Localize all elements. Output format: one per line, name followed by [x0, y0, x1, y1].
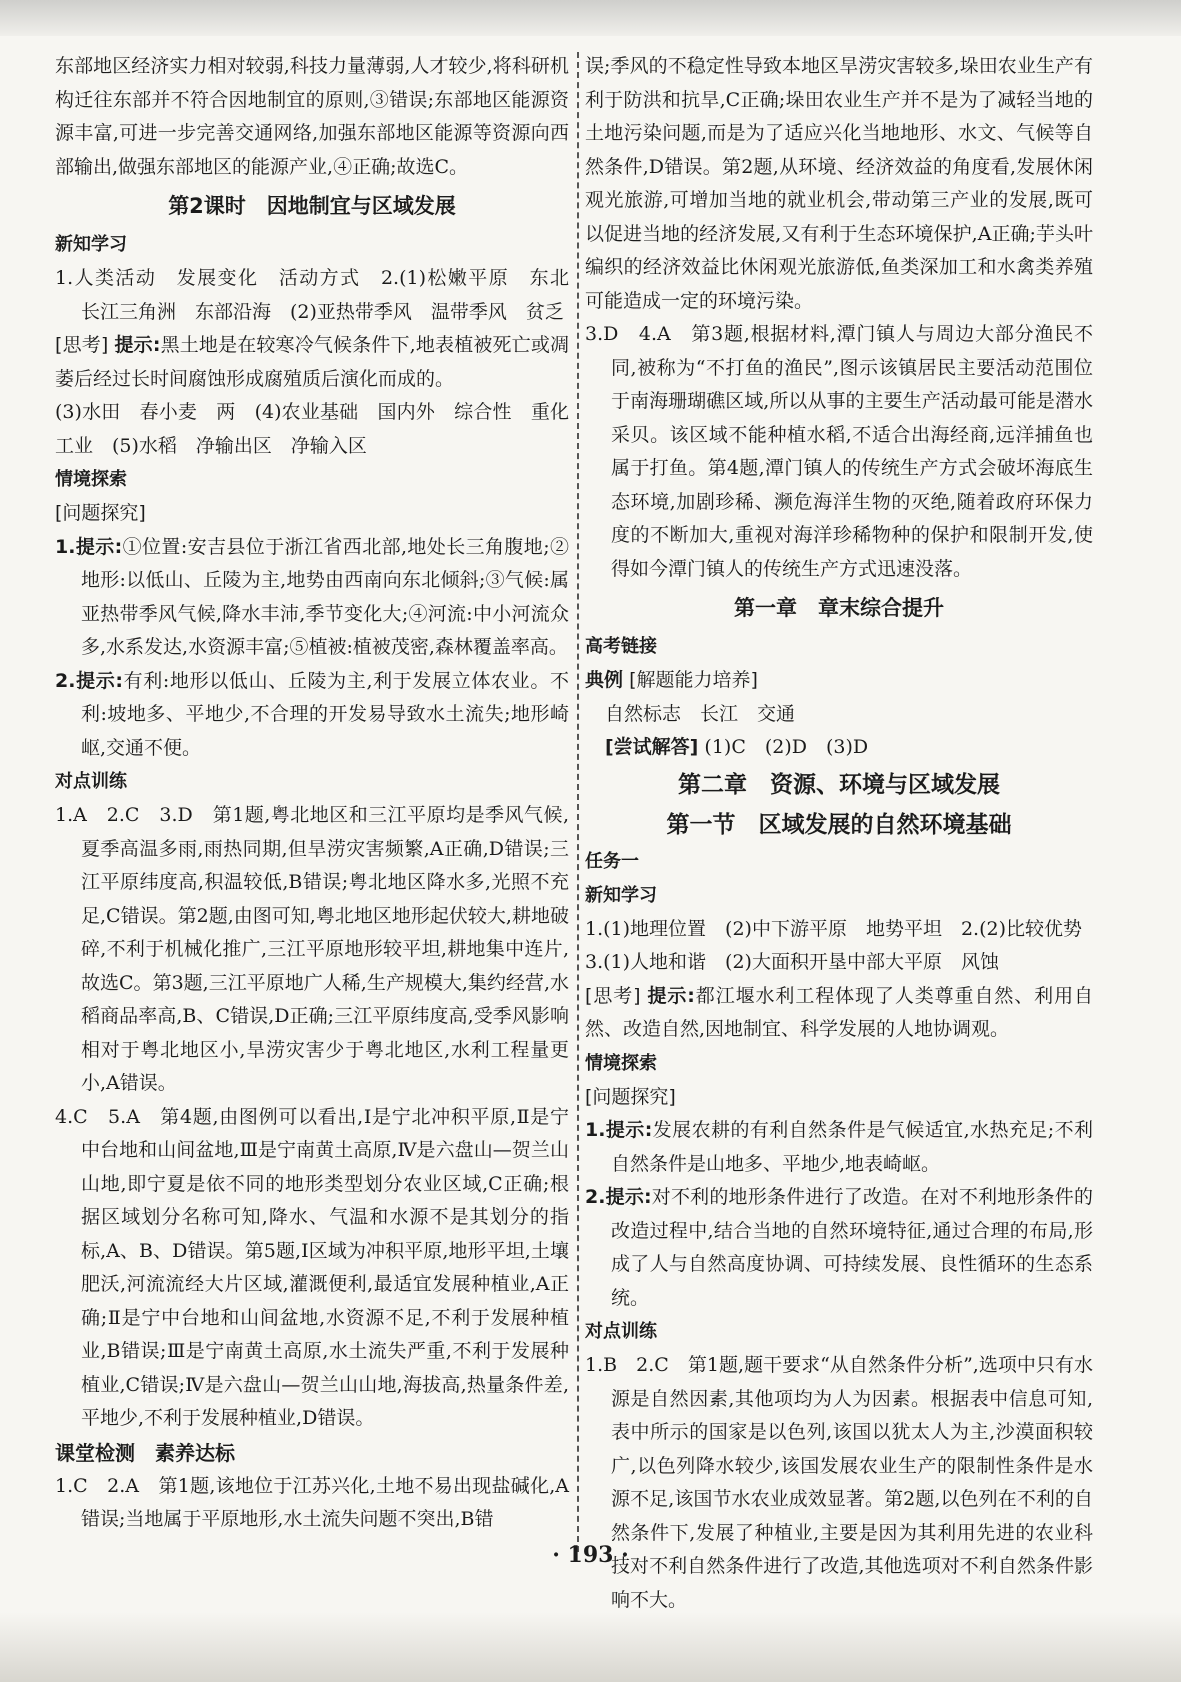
changshi-answers: (1)C (2)D (3)D	[704, 736, 869, 758]
question-2	[585, 1181, 1093, 1315]
question-1-text: 发展农耕的有利自然条件是气候适宜,水热充足;不利自然条件是山地多、平地少,地表崎岖。	[611, 1119, 1093, 1175]
hint-label: 1.提示:	[55, 535, 123, 558]
dianli-answers: 自然标志 长江 交通	[605, 702, 796, 725]
chapter-2-title: 第二章 资源、环境与区域发展	[678, 771, 1000, 798]
continued-paragraph: 误;季风的不稳定性导致本地区旱涝灾害较多,垛田农业生产有利于防洪和抗旱,C正确;垛田农业生产并不是为了减轻当地的土地污染问题,而是为了适应兴化当地地形、水文、气候等自然条件,D错误。第2题,从环境、经济效益的角度看,发展休闲观光旅游,可增加当地的就业机会,带动第三产业的发展,既可以促进当地的经济发展,又有利于生态环境保护,A正确;芋头叶编织的经济效益比休闲观光旅游低,鱼类深加工和水禽类养殖可能造成一定的环境污染。	[585, 55, 1093, 312]
question-1-text: ①位置:安吉县位于浙江省西北部,地处长三角腹地;②地形:以低山、丘陵为主,地势由西南向东北倾斜;③气候:属亚热带季风气候,降水丰沛,季节变化大;④河流:中小河流众多,水系发达,水资源丰富;⑤植被:植被茂密,森林覆盖率高。	[81, 535, 569, 658]
right-column	[585, 50, 1093, 1617]
intro-paragraph: 东部地区经济实力相对较弱,科技力量薄弱,人才较少,将科研机构迁往东部并不符合因地制宜的原则,③错误;东部地区能源资源丰富,可进一步完善交通网络,加强东部地区能源等资源向西部输出,做强东部地区的能源产业,④正确;故选C。	[55, 55, 569, 178]
duidian-answers-1: 1.B 2.C 第1题,题干要求“从自然条件分析”,选项中只有水源是自然因素,其他项均为人为因素。根据表中信息可知,表中所示的国家是以色列,该国以犹太人为主,沙漠面积较广,以色列降水较少,该国发展农业生产的限制性条件是水源不足,该国节水农业成效显著。第2题,以色列在不利的自然条件下,发展了种植业,主要是因为其利用先进的农业科技对不利自然条件进行了改造,其他选项对不利自然条件影响不大。	[585, 1354, 1093, 1611]
dianli-label: 典例	[585, 669, 624, 691]
question-2-text: 有利:地形以低山、丘陵为主,利于发展立体农业。不利:坡地多、平地少,不合理的开发易导致水土流失;地形崎岖,交通不便。	[81, 669, 569, 759]
column-divider	[577, 52, 579, 1552]
sikao-text: 黑土地是在较寒冷气候条件下,地表植被死亡或凋萎后经过长时间腐蚀形成腐殖质后演化而成的。	[55, 334, 569, 390]
section-heading-xinzhi: 新知学习	[55, 234, 127, 255]
section-heading-ketang: 课堂检测 素养达标	[55, 1440, 235, 1465]
xinzhi-answers-1: 1.人类活动 发展变化 活动方式 2.(1)松嫩平原 东北 长江三角洲 东部沿海 (2)亚热带季风 温带季风 贫乏	[55, 267, 589, 323]
section-heading-gaokao: 高考链接	[585, 636, 657, 657]
ketang-answers-2: 3.D 4.A 第3题,根据材料,潭门镇人与周边大部分渔民不同,被称为“不打鱼的渔民”,图示该镇居民主要活动范围位于南海珊瑚礁区域,所以从事的主要生产活动最可能是潜水采贝。该区域不能种植水稻,不适合出海经商,远洋捕鱼也属于打鱼。第4题,潭门镇人的传统生产方式会破坏海底生态环境,加剧珍稀、濒危海洋生物的灭绝,随着政府环保力度的不断加大,重视对海洋珍稀物种的保护和限制开发,使得如今潭门镇人的传统生产方式迅速没落。	[585, 323, 1093, 580]
wenti-tag: [问题探究]	[55, 502, 146, 524]
hint-label: 2.提示:	[55, 669, 123, 692]
section-heading-xinzhi: 新知学习	[585, 884, 657, 906]
sikao-tag: [思考]	[55, 334, 109, 356]
wenti-tag: [问题探究]	[585, 1085, 676, 1108]
dianli-line	[585, 664, 1093, 698]
xinzhi-answers-1: 1.(1)地理位置 (2)中下游平原 地势平坦 2.(2)比较优势	[585, 917, 1082, 940]
section-1-title: 第一节 区域发展的自然环境基础	[666, 811, 1012, 838]
section-heading-qingjing: 情境探索	[55, 469, 127, 490]
question-1	[585, 1114, 1093, 1181]
sikao-text: 都江堰水利工程体现了人类尊重自然、利用自然、改造自然,因地制宜、科学发展的人地协调观。	[585, 984, 1093, 1040]
scan-bottom-shade	[0, 1612, 1181, 1682]
duidian-answers-2: 4.C 5.A 第4题,由图例可以看出,Ⅰ是宁北冲积平原,Ⅱ是宁中台地和山间盆地,Ⅲ是宁南黄土高原,Ⅳ是六盘山—贺兰山山地,即宁夏是依不同的地形类型划分农业区域,C正确;根据区域划分名称可知,降水、气温和水源不是其划分的指标,A、B、D错误。第5题,Ⅰ区域为冲积平原,地形平坦,土壤肥沃,河流流经大片区域,灌溉便利,最适宜发展种植业,A正确;Ⅱ是宁中台地和山间盆地,水资源不足,不利于发展种植业,B错误;Ⅲ是宁南黄土高原,水土流失严重,不利于发展种植业,C错误;Ⅳ是六盘山—贺兰山山地,海拔高,热量条件差,平地少,不利于发展种植业,D错误。	[55, 1105, 569, 1429]
sikao-paragraph	[55, 329, 569, 396]
section-heading-qingjing: 情境探索	[585, 1052, 657, 1074]
left-column	[55, 50, 589, 1537]
xinzhi-answers-2: 3.(1)人地和谐 (2)大面积开垦中部大平原 风蚀	[585, 951, 999, 973]
changshi-line	[585, 731, 1093, 765]
duidian-answers-1: 1.A 2.C 3.D 第1题,粤北地区和三江平原均是季风气候,夏季高温多雨,雨热同期,但旱涝灾害频繁,A正确,D错误;三江平原纬度高,积温较低,B错误;粤北地区降水多,光照不充足,C错误。第2题,由图可知,粤北地区地形起伏较大,耕地破碎,不利于机械化推广,三江平原地形较平坦,耕地集中连片,故选C。第3题,三江平原地广人稀,生产规模大,集约经营,水稻商品率高,B、C错误,D正确;三江平原纬度高,受季风影响相对于粤北地区小,旱涝灾害少于粤北地区,水利工程量更小,A错误。	[55, 804, 569, 1094]
question-1	[55, 531, 569, 665]
section-heading-duidian: 对点训练	[55, 771, 127, 792]
sikao-tag: [思考]	[585, 984, 641, 1007]
lesson-title: 第2课时 因地制宜与区域发展	[168, 194, 456, 218]
changshi-tag: [尝试解答]	[605, 736, 699, 758]
xinzhi-answers-2: (3)水田 春小麦 两 (4)农业基础 国内外 综合性 重化工业 (5)水稻 净输出区 净输入区	[55, 401, 569, 457]
section-heading-duidian: 对点训练	[585, 1321, 657, 1342]
ketang-answers-1: 1.C 2.A 第1题,该地位于江苏兴化,土地不易出现盐碱化,A错误;当地属于平原地形,水土流失问题不突出,B错	[55, 1474, 569, 1530]
hint-label: 1.提示:	[585, 1119, 653, 1141]
chapter-summary-title: 第一章 章末综合提升	[734, 596, 944, 620]
sikao-paragraph	[585, 980, 1093, 1047]
task-heading: 任务一	[585, 850, 639, 872]
question-2	[55, 665, 569, 766]
jieti-tag: [解题能力培养]	[629, 669, 758, 691]
hint-label: 提示:	[647, 984, 695, 1007]
hint-label: 提示:	[114, 334, 161, 356]
question-2-text: 对不利的地形条件进行了改造。在对不利地形条件的改造过程中,结合当地的自然环境特征,通过合理的布局,形成了人与自然高度协调、可持续发展、良性循环的生态系统。	[611, 1186, 1093, 1309]
page-number: · 193 ·	[552, 1542, 629, 1568]
hint-label: 2.提示:	[585, 1186, 652, 1208]
scan-top-band	[0, 0, 1181, 36]
